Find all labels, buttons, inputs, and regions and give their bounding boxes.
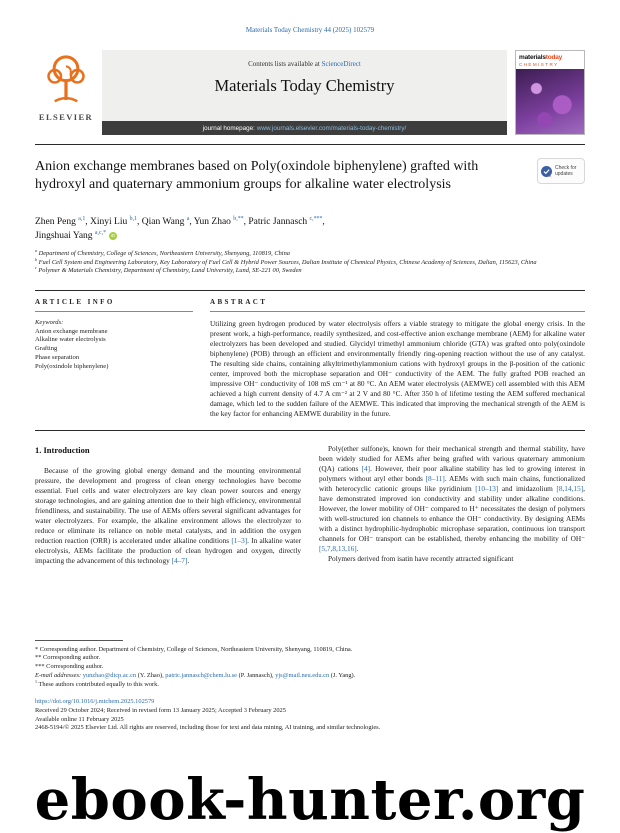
keyword: Alkaline water electrolysis (35, 336, 106, 344)
author-name (35, 231, 106, 241)
reference-link[interactable]: [5,7,8,13,16] (319, 543, 357, 553)
title-row (35, 158, 585, 194)
cover-brand-materials: materials (519, 54, 546, 61)
doi-link[interactable]: https://doi.org/10.1016/j.mtchem.2025.102579 (35, 698, 155, 706)
reference-link[interactable]: [4] (361, 463, 371, 473)
keyword: Phase separation (35, 353, 80, 361)
contents-line (248, 60, 361, 68)
article-info-abstract-section (35, 290, 585, 431)
affiliation (35, 267, 540, 276)
affiliation-ref[interactable]: b,1 (129, 215, 137, 222)
footnote-corresponding-2: ** Corresponding author. (35, 654, 101, 662)
affiliation-ref[interactable]: a,1 (78, 215, 86, 222)
article-body (35, 444, 585, 616)
journal-homepage-bar (102, 121, 507, 135)
keyword: Grafting (35, 345, 58, 353)
available-online: Available online 11 February 2025 (35, 715, 124, 723)
affiliation-ref[interactable]: c,*** (309, 215, 323, 222)
keyword: Poly(oxindole biphenylene) (35, 362, 109, 370)
text-segment: Polymer & Materials Chemistry, Department of Chemistry, Lund University, Lund, SE-221 00, Sweden (36, 267, 302, 275)
author-line (35, 229, 585, 243)
text-segment: , Patric Jannasch (243, 217, 310, 227)
affiliation-list (35, 247, 540, 276)
article-title: Anion exchange membranes based on Poly(oxindole biphenylene) grafted with hydroxyl and quaternary ammonium groups for alkaline water electrolysis (35, 159, 479, 192)
affiliation-ref[interactable]: b,** (233, 215, 244, 222)
text-segment: and imidazolium (498, 483, 557, 493)
reference-link[interactable]: [8–11] (425, 473, 445, 483)
keywords-label: Keywords: (35, 318, 64, 326)
text-segment: Department of Chemistry, College of Sciences, Northeastern University, Shenyang, 110819, China (36, 250, 290, 257)
text-segment: These authors contributed equally to this work. (36, 680, 159, 688)
footnotes (35, 640, 585, 690)
text-segment: , (322, 217, 325, 227)
elsevier-tree-icon (41, 50, 91, 110)
text-segment: 1 (35, 678, 37, 684)
cover-subtitle: CHEMISTRY (519, 62, 559, 67)
text-segment: E-mail addresses: (35, 671, 83, 679)
publication-meta (35, 698, 585, 733)
affiliation-ref[interactable]: a,c,* (94, 229, 107, 236)
journal-citation: Materials Today Chemistry 44 (2025) 102579 (245, 26, 375, 34)
header-divider (35, 144, 585, 145)
text-segment: Because of the growing global energy demand and the mounting environmental pressure, the development and progress of clean energy technologies have become essential. Fuel cells and water electrolyzers are key clean power sources and energy storage technologies, and are gaining attention due to their high efficiency, environmental friendliness, and sustainability. The use of AEMs offers several significant advantages for water electrolyzers. For example, the alkaline environment allows the electrolyzer to reduce or eliminate its reliance on noble metal catalysts, and in addition the oxygen reduction reaction (ORR) is accelerated under alkaline conditions (35, 465, 301, 545)
footnote-equal-contribution (35, 678, 585, 690)
journal-header (35, 50, 585, 135)
text-segment: Fuel Cell System and Engineering Laboratory, Key Laboratory of Fuel Cell & Hybrid Power Sources, Dalian Institute of Chemical Physics, Chinese Academy of Sciences, Dalian, 115623, China (36, 258, 537, 266)
reference-link[interactable]: [8,14,15] (556, 483, 584, 493)
author-line (35, 215, 585, 229)
contents-text: Contents lists available at (248, 60, 322, 68)
footnote-corresponding-3: *** Corresponding author. (35, 663, 104, 671)
reference-link[interactable]: [4–7] (171, 555, 188, 565)
text-segment: c (35, 265, 37, 271)
intro-paragraph-2 (319, 444, 585, 554)
orcid-icon[interactable]: iD (110, 233, 116, 238)
text-segment: . AEMs with such main chains, functionalized with heterocyclic cationic groups like pyridinium (319, 473, 585, 493)
check-for-updates-badge[interactable] (537, 158, 585, 184)
elsevier-logo (35, 50, 97, 135)
body-column-left (35, 444, 301, 616)
journal-cover (515, 50, 585, 135)
text-segment: . However, their poor alkaline stability has led to growing interest in polymers without aryl ether bonds (319, 463, 585, 483)
intro-paragraph-3: Polymers derived from isatin have recently attracted significant (328, 553, 514, 563)
article-info-column (35, 298, 193, 419)
section-heading-introduction: 1. Introduction (35, 444, 90, 455)
email-link[interactable]: yunzhao@dicp.ac.cn (82, 671, 137, 679)
author-list (35, 215, 585, 243)
reference-link[interactable]: [1–3] (231, 535, 248, 545)
email-link[interactable]: patric.jannasch@chem.lu.se (165, 671, 238, 679)
text-segment: . (356, 543, 359, 553)
text-segment: b (35, 256, 37, 262)
homepage-link[interactable]: www.journals.elsevier.com/materials-today-chemistry/ (256, 124, 407, 132)
text-segment: , have demonstrated improved ion conductivity and stability under alkaline conditions. However, the lower mobility of OH⁻ compared to H⁺ necessitates the design of polymers with well-structured ion channels to enhance the OH⁻ conductivity. By designing AEMs with a distinct hydrophilic-hydrophobic microphase separation, continuous ion transport channels for OH⁻ transport can be established, thereby enhancing the mobility of OH⁻ (319, 483, 585, 543)
text-segment: Jingshuai Yang (35, 231, 95, 241)
text-segment: , Yun Zhao (189, 217, 234, 227)
received-dates: Received 29 October 2024; Received in revised form 13 January 2025; Accepted 3 February 2025 (35, 707, 286, 714)
crossmark-icon (541, 166, 552, 177)
footnote-divider (35, 640, 123, 641)
article-info-heading: ARTICLE INFO (35, 298, 193, 312)
text-segment: (P. Jannasch), (237, 671, 276, 679)
abstract-text: Utilizing green hydrogen produced by water electrolysis offers a viable strategy to mitigate the global energy crisis. In the present work, a high-performance, readily synthesized, and cost-effective anion exchange membrane (AEM) for alkaline water electrolyzers has been developed and studied. Glycidyl trimethyl ammonium chloride (GTA) was grafted onto poly(oxindole biphenylene) (POB) through an efficient and environmentally friendly ring-opening reaction without the use of any catalyst. The resulting side chains, containing alkyltrimethylammonium cations with hydroxyl groups in the β-position of the cationic center, improved both the microphase separation and OH⁻ conductivity of the AEM. The fully grafted POB reached an impressive OH⁻ conductivity of 108 mS cm⁻¹ at 80 °C. An AEM water electrolysis (AEMWE) cell assembled with this AEM achieved a high current density of 4.7 A cm⁻² at 2 V and 80 °C. After 350 h of lifetime testing the AEM suffered mechanical damage, which led to the sudden failure of the AEMWE. This indicated that improving the mechanical strength of the AEM is the key factor for enhancing AEMWE durability in the future. (210, 318, 585, 418)
abstract-column (210, 298, 585, 419)
journal-banner (102, 50, 507, 135)
text-segment: . (187, 555, 190, 565)
materialstoday-wordmark (519, 54, 581, 61)
footnote-corresponding-1: * Corresponding author. Department of Chemistry, College of Sciences, Northeastern University, Shenyang, 110819, China. (35, 645, 353, 653)
watermark-text: ebook-hunter.org (34, 767, 586, 833)
reference-link[interactable]: [10–13] (475, 483, 499, 493)
text-segment: , Qian Wang (136, 217, 187, 227)
body-column-right (319, 444, 585, 616)
text-segment: . In alkaline water electrolysis, AEMs facilitate the production of clean hydrogen and oxygen, directly impacting the advancement of this technology (35, 535, 301, 565)
journal-cover-image (516, 69, 584, 134)
sciencedirect-link[interactable]: ScienceDirect (321, 60, 361, 68)
text-segment: (J. Yang). (329, 671, 356, 679)
copyright-line: 2468-5194/© 2025 Elsevier Ltd. All rights are reserved, including those for text and data mining, AI training, and similar technologies. (35, 724, 381, 732)
intro-paragraph-1 (35, 466, 301, 566)
text-segment: a (35, 247, 37, 253)
email-link[interactable]: yjs@mail.neu.edu.cn (275, 671, 330, 679)
journal-cover-masthead (516, 51, 584, 69)
journal-title: Materials Today Chemistry (214, 76, 395, 95)
text-segment: (Y. Zhao), (136, 671, 166, 679)
cover-brand-today: today (545, 54, 563, 61)
keyword: Anion exchange membrane (35, 327, 108, 335)
elsevier-wordmark: ELSEVIER (38, 112, 94, 122)
homepage-label: journal homepage: (202, 124, 255, 132)
text-segment: Zhen Peng (35, 217, 79, 227)
text-segment: , Xinyi Liu (85, 217, 130, 227)
text-segment: Poly(ether sulfone)s, known for their mechanical strength and thermal stability, have been widely studied for AEMs after being grafted with various quaternary ammonium (QA) cations (319, 443, 585, 473)
affiliation-ref[interactable]: a (186, 215, 190, 222)
check-updates-label: Check for updates (555, 165, 577, 177)
abstract-heading: ABSTRACT (210, 298, 585, 312)
